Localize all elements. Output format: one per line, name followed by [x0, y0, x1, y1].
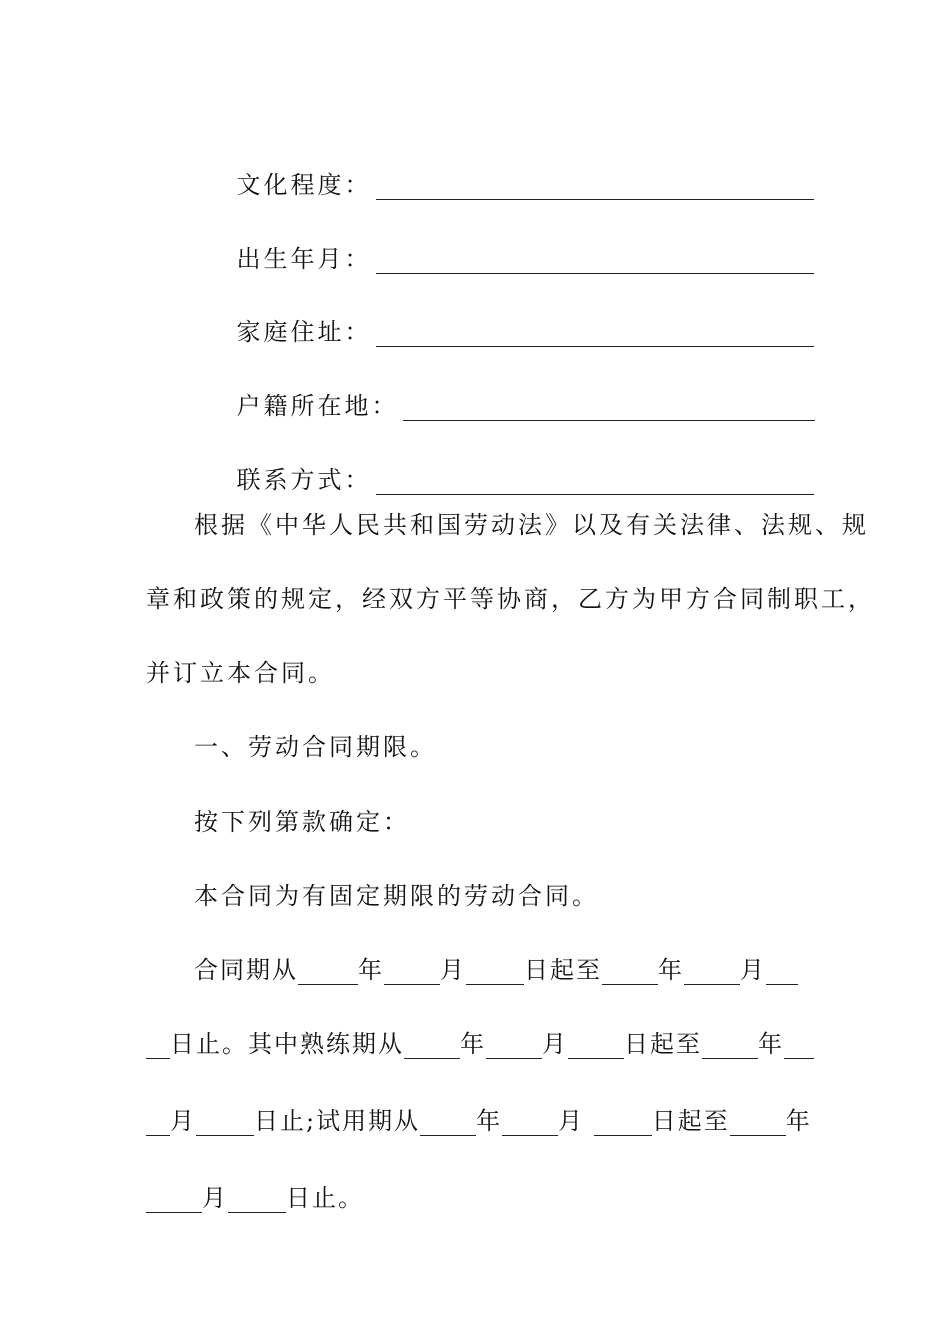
field-label: 家庭住址：	[236, 318, 372, 346]
period-text: 日止;试用期从	[254, 1107, 421, 1135]
section-title: 一、劳动合同期限。	[194, 733, 437, 761]
period-text: 日止。其中熟练期从	[170, 1030, 404, 1058]
blank-line	[602, 962, 658, 985]
blank-line	[502, 1113, 558, 1136]
field-label: 联系方式：	[236, 466, 372, 494]
period-line-3	[146, 1106, 812, 1136]
blank-line	[486, 1036, 542, 1059]
blank-line	[684, 962, 740, 985]
field-label: 文化程度：	[236, 171, 372, 199]
blank-line	[384, 962, 440, 985]
paragraph-line: 章和政策的规定，经双方平等协商，乙方为甲方合同制职工，	[146, 585, 875, 613]
period-text: 月	[440, 956, 466, 984]
field-label: 出生年月：	[236, 245, 372, 273]
period-text: 日止。	[286, 1184, 364, 1212]
blank-line	[376, 251, 814, 274]
blank-line	[196, 1113, 254, 1136]
period-text: 月	[558, 1107, 594, 1135]
blank-line	[376, 324, 814, 347]
period-text: 日起至	[524, 956, 602, 984]
blank-line	[702, 1036, 758, 1059]
period-text: 年	[758, 1030, 784, 1058]
period-text: 月	[170, 1107, 196, 1135]
blank-line	[594, 1113, 652, 1136]
clause-fixed-term: 本合同为有固定期限的劳动合同。	[194, 882, 599, 910]
period-text: 日起至	[624, 1030, 702, 1058]
blank-line	[228, 1190, 286, 1213]
blank-line	[766, 962, 798, 985]
period-text: 年	[358, 956, 384, 984]
period-text: 年	[658, 956, 684, 984]
blank-line	[146, 1036, 170, 1059]
period-text: 年	[476, 1107, 503, 1135]
period-line-2	[146, 1029, 814, 1059]
period-text: 合同期从	[194, 956, 298, 984]
blank-line	[146, 1190, 202, 1213]
clause-intro: 按下列第款确定：	[194, 808, 410, 836]
blank-line	[466, 962, 524, 985]
period-text: 月	[542, 1030, 568, 1058]
paragraph-line: 根据《中华人民共和国劳动法》以及有关法律、法规、规	[194, 511, 869, 539]
blank-line	[146, 1113, 170, 1136]
period-text: 月	[202, 1184, 228, 1212]
blank-line	[403, 398, 815, 421]
period-text: 年	[460, 1030, 486, 1058]
blank-line	[730, 1113, 786, 1136]
period-text: 日起至	[651, 1107, 730, 1135]
paragraph-line: 并订立本合同。	[146, 659, 335, 687]
blank-line	[568, 1036, 624, 1059]
field-label: 户籍所在地：	[236, 392, 399, 420]
period-text: 月	[740, 956, 766, 984]
blank-line	[404, 1036, 460, 1059]
blank-line	[784, 1036, 814, 1059]
period-line-1	[194, 955, 798, 985]
blank-line	[420, 1113, 476, 1136]
blank-line	[298, 962, 358, 985]
period-text: 年	[785, 1107, 812, 1135]
blank-line	[376, 472, 814, 495]
blank-line	[376, 177, 814, 200]
period-line-4	[146, 1183, 364, 1213]
